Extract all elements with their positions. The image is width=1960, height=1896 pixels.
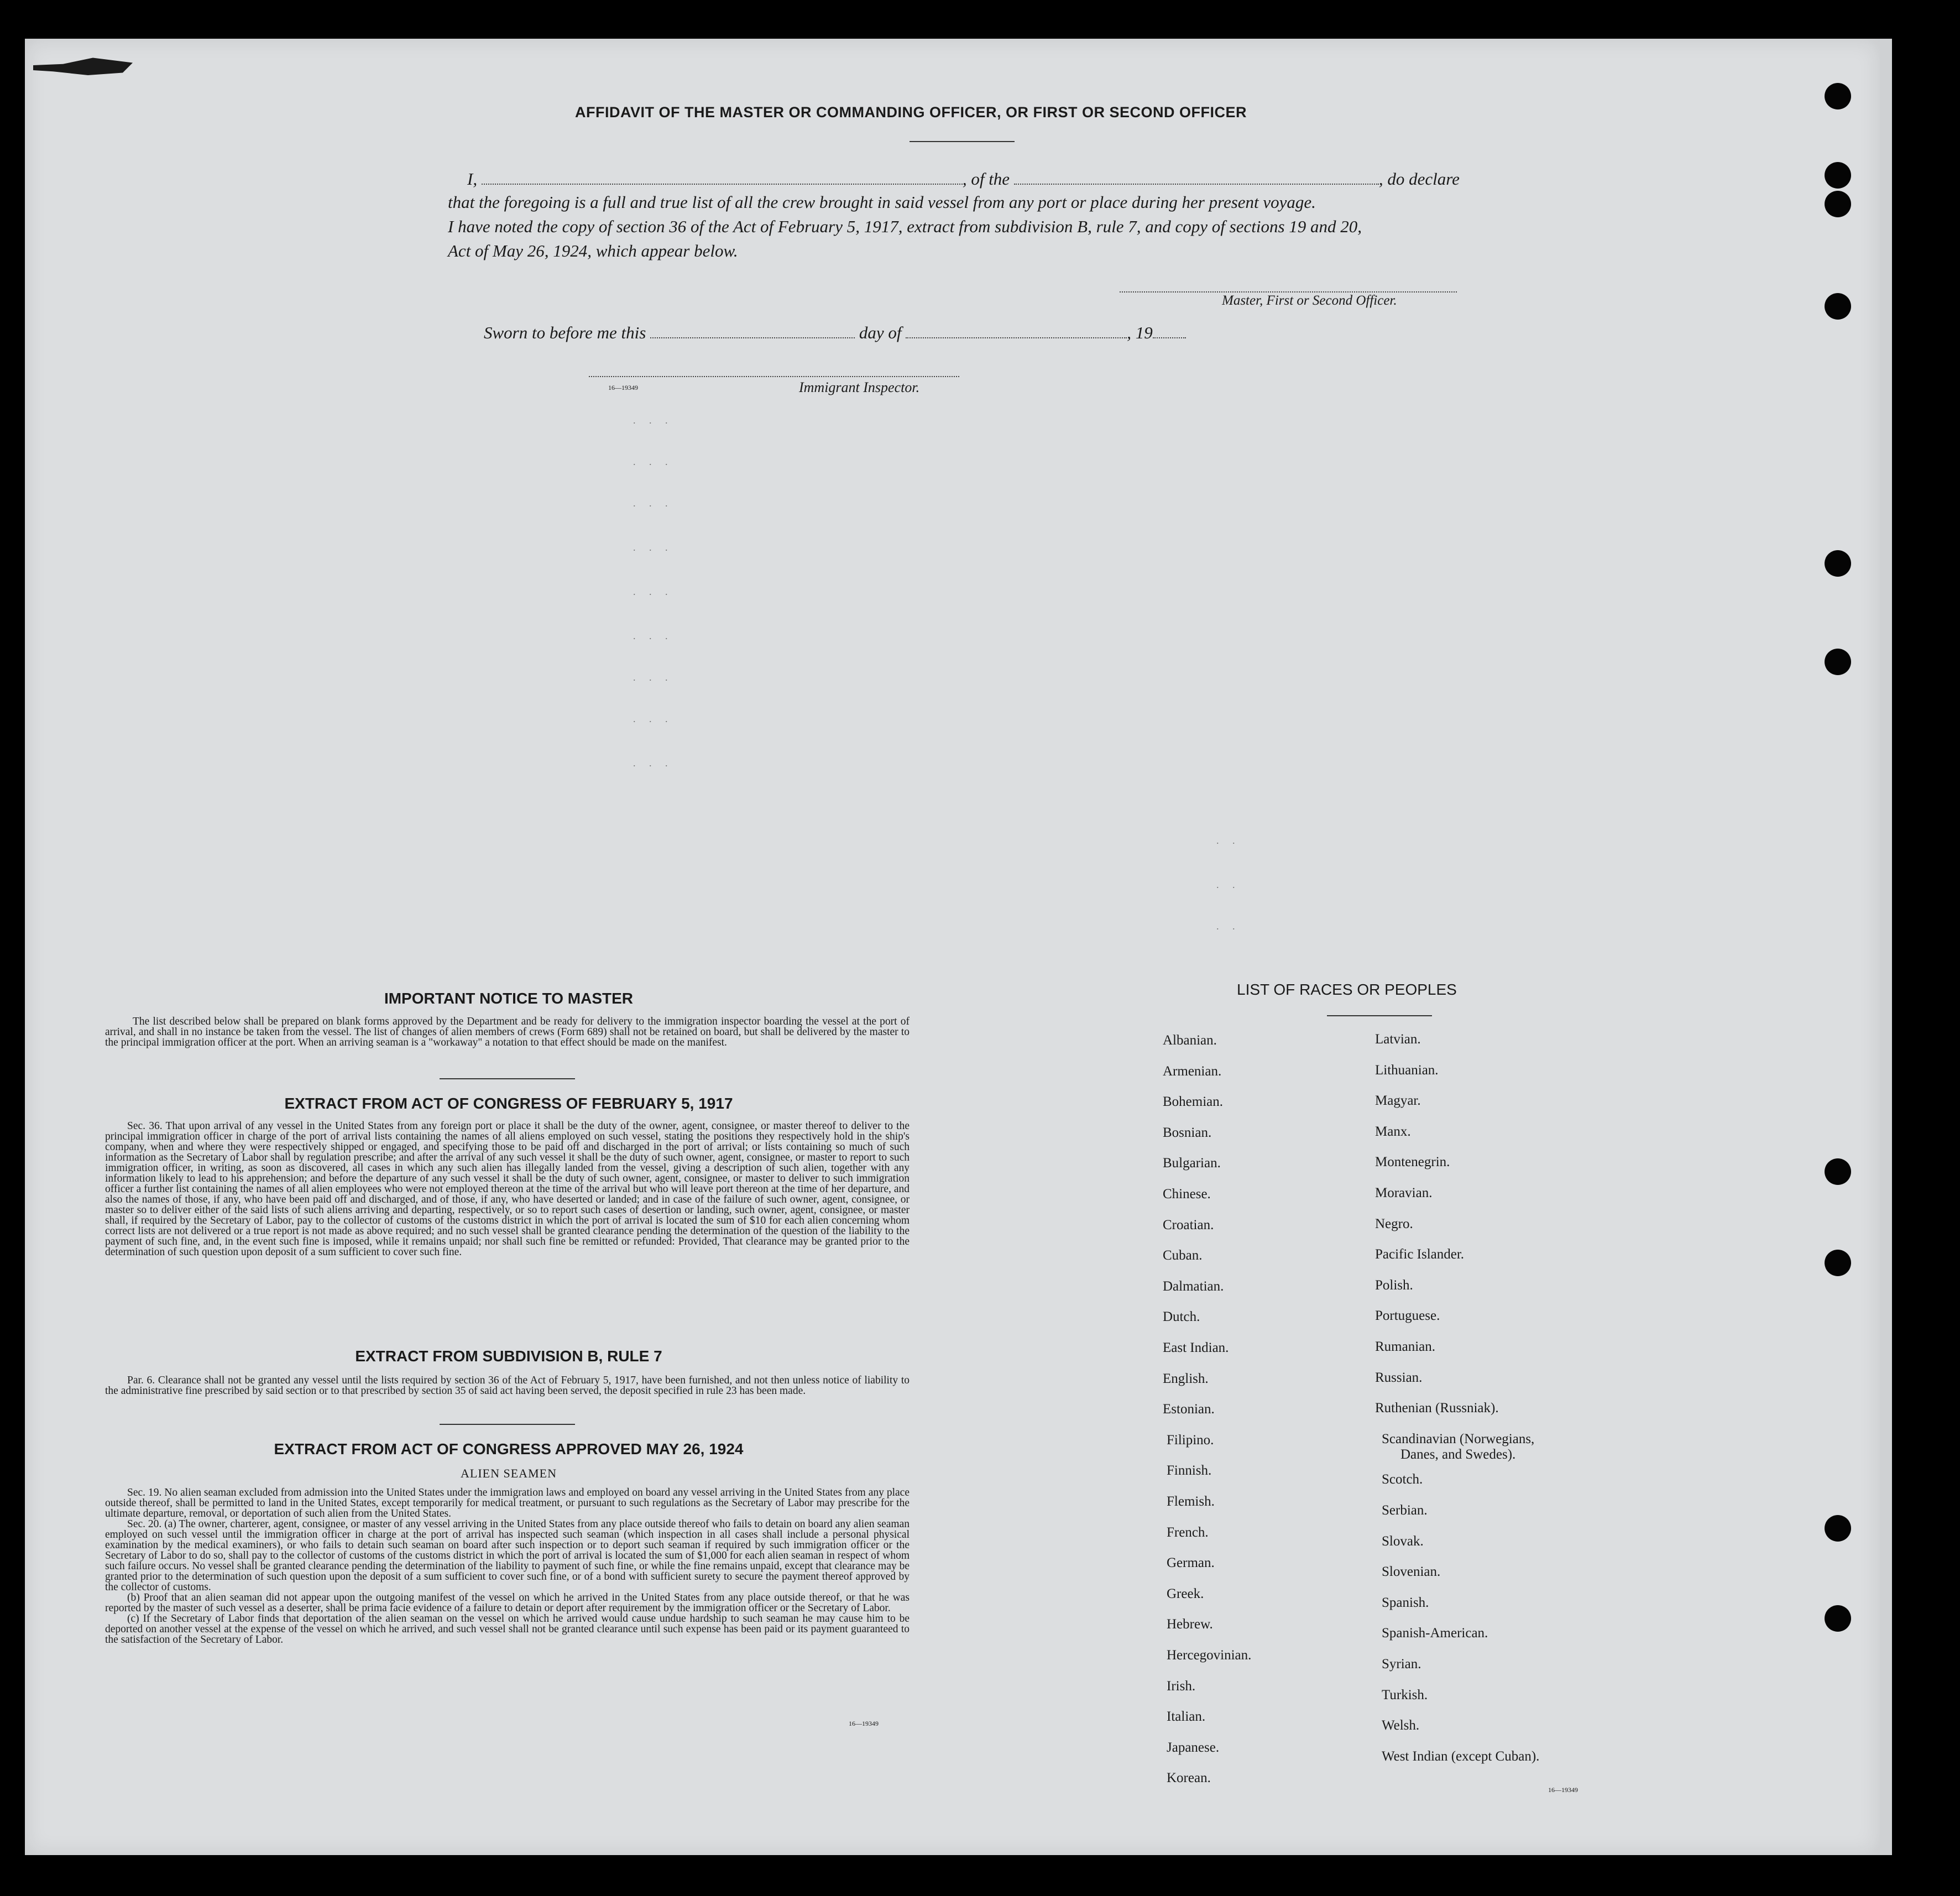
section-rule	[440, 1424, 575, 1425]
race-item: Armenian.	[1163, 1063, 1222, 1079]
race-item: Croatian.	[1163, 1217, 1214, 1232]
race-item: Dalmatian.	[1163, 1278, 1224, 1294]
extract-1924-body	[105, 1487, 910, 1645]
sec20c-text: (c) If the Secretary of Labor finds that deportation of the alien seaman on the vessel on which he arrived would cause undue hardship to such seaman he may cause him to be deported on another vessel at the expense of the vessel on which he arrived, and such vessel shall not be granted clearance until such expense has been paid or its payment guaranteed to the satisfaction of the Secretary of Labor.	[105, 1613, 910, 1646]
show-through-marks: . . .	[633, 672, 673, 683]
show-through-marks: . . .	[633, 758, 673, 769]
race-item: Irish.	[1167, 1678, 1196, 1694]
race-item: Bohemian.	[1163, 1094, 1224, 1110]
race-item: Spanish.	[1382, 1595, 1429, 1610]
binder-hole	[1825, 191, 1851, 217]
race-item: Finnish.	[1167, 1463, 1212, 1479]
extract-rule7-body: Par. 6. Clearance shall not be granted any vessel until the lists required by section 36 of the Act of February 5, 1917, have been furnished, and not then unless notice of liability to the administrative fine prescribed by said section or to that prescribed by section 35 of said act having been served, the deposit specified in rule 23 has been made.	[105, 1375, 910, 1397]
affidavit-do-declare: , do declare	[1378, 169, 1460, 189]
alien-seamen-subheading: ALIEN SEAMEN	[461, 1466, 557, 1480]
sworn-text: Sworn to before me this	[484, 323, 646, 342]
race-item: Manx.	[1375, 1124, 1411, 1139]
binder-hole	[1825, 1605, 1851, 1632]
race-item: Russian.	[1375, 1370, 1423, 1385]
race-item: Scotch.	[1382, 1472, 1423, 1487]
affidavit-of-the: , of the	[962, 169, 1010, 189]
sec20a-text: Sec. 20. (a) The owner, charterer, agent, consignee, or master of any vessel arriving in the United States from any place outside thereof who fails to detain on board any alien seaman employed on such vessel until the immigration officer in charge at the port of arrival has inspected such seaman (which inspection in all cases shall include a personal physical examination by the medical examiners), or who fails to detain such seaman on board after such inspection or to deport such seaman if required by such immigration officer or the Secretary of Labor to do so, shall pay to the collector of customs of the customs district in which the port of arrival is located the sum of $1,000 for each alien seaman in respect of whom such failure occurs. No vessel shall be granted clearance pending the determination of the liability to payment of such fine, or while the fine remains unpaid, except that clearance may be granted prior to the determination of such question upon the deposit of a sum sufficient to cover such fine, or of a bond with sufficient surety to secure the payment thereof approved by the collector of customs.	[105, 1518, 910, 1593]
race-item: West Indian (except Cuban).	[1382, 1748, 1540, 1764]
binder-hole	[1825, 1158, 1851, 1185]
race-item: Danes, and Swedes).	[1400, 1446, 1516, 1462]
race-item: Bulgarian.	[1163, 1156, 1221, 1171]
race-item: Scandinavian (Norwegians,	[1382, 1431, 1535, 1446]
race-item: Negro.	[1375, 1216, 1413, 1231]
race-item: Flemish.	[1167, 1494, 1215, 1509]
affidavit-body-line: that the foregoing is a full and true list of all the crew brought in said vessel from any port or place during her present voyage.	[448, 192, 1316, 212]
race-item: Pacific Islander.	[1375, 1247, 1465, 1262]
races-heading-rule	[1327, 1015, 1432, 1016]
form-number: 16—19349	[849, 1720, 879, 1727]
day-of-text: day of	[859, 323, 902, 342]
binder-hole	[1825, 1250, 1851, 1276]
race-item: Japanese.	[1167, 1740, 1220, 1755]
sworn-month-blank[interactable]	[906, 337, 1127, 338]
master-signature-line[interactable]	[1120, 291, 1457, 293]
race-item: Korean.	[1167, 1770, 1211, 1786]
show-through-marks: . . .	[633, 498, 673, 509]
race-item: Ruthenian (Russniak).	[1375, 1401, 1499, 1416]
extract-1924-heading: EXTRACT FROM ACT OF CONGRESS APPROVED MAY 26, 1924	[274, 1440, 744, 1458]
race-item: Magyar.	[1375, 1093, 1421, 1109]
sheet-edge	[1880, 39, 1892, 1855]
notice-heading: IMPORTANT NOTICE TO MASTER	[384, 990, 634, 1007]
race-item: Cuban.	[1163, 1248, 1203, 1263]
sec20b-text: (b) Proof that an alien seaman did not appear upon the outgoing manifest of the vessel on which he arrived in the United States from any place outside thereof, or that he was reported by the master of such vessel as a deserter, shall be prima facie evidence of a failure to detain or deport after requirement by the immigration officer or the Secretary of Labor.	[105, 1592, 910, 1614]
form-number: 16—19349	[1548, 1786, 1578, 1794]
notice-body: The list described below shall be prepared on blank forms approved by the Department and be ready for delivery to the immigration inspector boarding the vessel at the port of arrival, and shall in no instance be taken from the vessel. The list of changes of alien members of crews (Form 689) shall not be retained on board, but shall be delivered by the master to the principal immigration officer at the port. When an arriving seaman is a "workaway" a notation to that effect should be made on the manifest.	[105, 1016, 910, 1048]
master-signature-label: Master, First or Second Officer.	[1222, 293, 1397, 308]
race-item: Montenegrin.	[1375, 1155, 1450, 1170]
race-item: Syrian.	[1382, 1657, 1421, 1672]
show-through-marks: . .	[1216, 879, 1241, 890]
master-name-blank[interactable]	[482, 183, 963, 185]
binder-hole	[1825, 649, 1851, 675]
binder-hole	[1825, 550, 1851, 577]
affidavit-body-line: Act of May 26, 1924, which appear below.	[448, 241, 738, 260]
sworn-line	[484, 320, 1186, 346]
show-through-marks: . .	[1216, 921, 1241, 932]
race-item: Albanian.	[1163, 1033, 1217, 1048]
race-item: Chinese.	[1163, 1187, 1211, 1202]
inspector-label: Immigrant Inspector.	[799, 379, 920, 395]
binder-hole	[1825, 162, 1851, 189]
binder-hole	[1825, 83, 1851, 109]
race-item: Hebrew.	[1167, 1617, 1213, 1632]
show-through-marks: . . .	[633, 542, 673, 553]
race-item: Welsh.	[1382, 1718, 1420, 1733]
race-item: Serbian.	[1382, 1503, 1428, 1518]
binder-hole	[1825, 1515, 1851, 1542]
race-item: Latvian.	[1375, 1032, 1421, 1047]
section-rule	[440, 1078, 575, 1079]
race-item: Turkish.	[1382, 1687, 1428, 1702]
extract-1917-body: Sec. 36. That upon arrival of any vessel in the United States from any foreign port or place it shall be the duty of the owner, agent, consignee, or master thereof to deliver to the principal immigration officer in charge of the port of arrival lists containing the names of all aliens employed on such vessel, stating the positions they respectively hold in the ship's company, when and where they were respectively shipped or engaged, and specifying those to be paid off and discharged in the port of arrival; or lists containing so much of such information as the Secretary of Labor shall by regulation prescribe; and after the arrival of any such vessel it shall be the duty of such owner, agent, consignee, or master to report to such immigration officer, in writing, as soon as discovered, all cases in which any such alien has illegally landed from the vessel, giving a description of such alien, together with any information likely to lead to his apprehension; and before the departure of any such vessel it shall be the duty of such owner, agent, consignee, or master to deliver to such immigration officer a further list containing the names of all alien employees who were not employed thereon at the time of the arrival but who will leave port thereon at the time of her departure, and also the names of those, if any, who have been paid off and discharged, and of those, if any, who have deserted or landed; and in case of the failure of such owner, agent, consignee, or master so to deliver either of the said lists of such aliens arriving and departing, respectively, or so to report such cases of desertion or landing, such owner, agent, consignee, or master shall, if required by the Secretary of Labor, pay to the collector of customs of the customs district in which the port of arrival is located the sum of $10 for each alien concerning whom correct lists are not delivered or a true report is not made as above required; and no such vessel shall be granted clearance pending the determination of the question of the liability to the payment of such fine, and, in the event such fine is imposed, while it remains unpaid; nor shall such fine be remitted or refunded: Provided, That clearance may be granted prior to the determination of such question upon deposit of a sum sufficient to cover such fine.	[105, 1120, 910, 1258]
race-item: Lithuanian.	[1375, 1062, 1439, 1078]
inspector-signature-line[interactable]	[589, 376, 959, 377]
show-through-marks: . . .	[633, 415, 673, 426]
race-item: Rumanian.	[1375, 1339, 1436, 1354]
race-item: Hercegovinian.	[1167, 1648, 1252, 1663]
race-item: Italian.	[1167, 1709, 1206, 1725]
affidavit-declaration-line	[467, 166, 1460, 192]
heading-rule	[910, 141, 1015, 142]
affidavit-heading: AFFIDAVIT OF THE MASTER OR COMMANDING OFFICER, OR FIRST OR SECOND OFFICER	[575, 104, 1247, 121]
extract-1917-heading: EXTRACT FROM ACT OF CONGRESS OF FEBRUARY 5, 1917	[284, 1095, 733, 1112]
sworn-year-blank[interactable]	[1153, 337, 1186, 338]
race-item: Slovak.	[1382, 1533, 1424, 1549]
binder-hole	[1825, 293, 1851, 320]
race-item: Polish.	[1375, 1277, 1413, 1293]
race-item: Portuguese.	[1375, 1308, 1440, 1324]
affidavit-i: I,	[467, 169, 478, 189]
sworn-day-blank[interactable]	[650, 337, 855, 338]
race-item: East Indian.	[1163, 1340, 1229, 1355]
race-item: French.	[1167, 1524, 1209, 1540]
show-through-marks: . . .	[633, 456, 673, 467]
sec19-text: Sec. 19. No alien seaman excluded from admission into the United States under the immigration laws and employed on board any vessel arriving in the United States from any place outside thereof, shall be permitted to land in the United States, except temporarily for medical treatment, or pursuant to such regulations as the Secretary of Labor may prescribe for the ultimate departure, removal, or deportation of such alien from the United States.	[105, 1487, 910, 1519]
race-item: Dutch.	[1163, 1309, 1200, 1325]
race-item: Filipino.	[1167, 1432, 1214, 1448]
year-prefix: , 19	[1127, 323, 1153, 342]
races-heading: LIST OF RACES OR PEOPLES	[1237, 981, 1457, 998]
race-item: English.	[1163, 1371, 1209, 1386]
form-number: 16—19349	[608, 384, 638, 391]
race-item: Moravian.	[1375, 1185, 1433, 1200]
show-through-marks: . . .	[633, 713, 673, 724]
show-through-marks: . . .	[633, 630, 673, 641]
extract-rule7-heading: EXTRACT FROM SUBDIVISION B, RULE 7	[355, 1347, 662, 1365]
affidavit-body-line: I have noted the copy of section 36 of the Act of February 5, 1917, extract from subdivision B, rule 7, and copy of sections 19 and 20,	[448, 217, 1362, 236]
show-through-marks: . .	[1216, 835, 1241, 846]
race-item: German.	[1167, 1555, 1215, 1571]
race-item: Estonian.	[1163, 1402, 1215, 1417]
race-item: Slovenian.	[1382, 1564, 1441, 1580]
race-item: Greek.	[1167, 1586, 1204, 1601]
show-through-marks: . . .	[633, 586, 673, 597]
race-item: Spanish-American.	[1382, 1626, 1488, 1641]
race-item: Bosnian.	[1163, 1125, 1212, 1140]
vessel-name-blank[interactable]	[1014, 183, 1379, 185]
